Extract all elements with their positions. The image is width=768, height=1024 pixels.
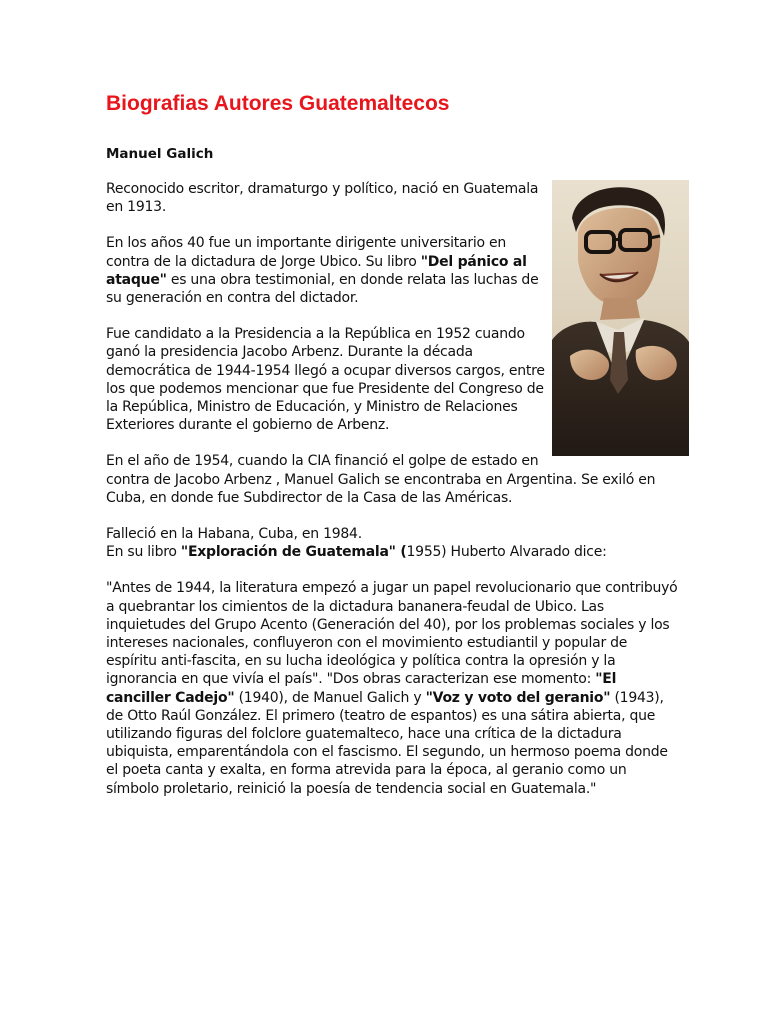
author-portrait-image: [552, 180, 689, 456]
paragraph-quote: [106, 579, 682, 797]
paragraph-exploracion-paren: (: [395, 544, 407, 561]
quote-text-b: (1940), de Manuel Galich y: [234, 689, 426, 706]
paragraph-exploracion-text-b: 1955) Huberto Alvarado dice:: [406, 544, 607, 561]
paragraph-death: Falleció en la Habana, Cuba, en 1984.: [106, 526, 362, 543]
biography-body: [106, 180, 682, 816]
paragraph-university-text-b: es una obra testimonial, en donde relata las luchas de su generación en contra del dictador.: [106, 271, 539, 307]
paragraph-exile: En el año de 1954, cuando la CIA financió el golpe de estado en contra de Jacobo Arbenz , Manuel Galich se encontraba en Argentina. Se exiló en Cuba, en donde fue Subdirector de la Casa de las Américas.: [106, 453, 656, 506]
quote-text-a: "Antes de 1944, la literatura empezó a jugar un papel revolucionario que contribuyó a quebrantar los cimientos de la dictadura bananera-feudal de Ubico. Las inquietudes del Grupo Acento (Generación del 40), por los problemas sociales y los intereses nacionales, confluyeron con el movimiento estudiantil y popular de espíritu anti-fascita, en su lucha ideológica y política contra la opresión y la ignorancia en que vivía el país". "Dos obras caracterizan ese momento:: [106, 580, 678, 688]
quote-text-c: (1943), de Otto Raúl González. El primero (teatro de espantos) es una sátira abierta, que utilizando figuras del folclore guatemalteco, hace una crítica de la dictadura ubiquista, emparentándola con el fascismo. El segundo, un hermoso poema donde el poeta canta y exalta, en forma atrevida para la época, al geranio como un símbolo proletario, reinició la poesía de tendencia social en Guatemala.": [106, 689, 668, 797]
author-name: Manuel Galich: [106, 146, 214, 162]
book-title-exploracion: "Exploración de Guatemala": [180, 544, 396, 561]
paragraph-exploracion: [106, 543, 682, 561]
author-photo: [552, 180, 689, 456]
book-title-voz-y-voto: "Voz y voto del geranio": [425, 689, 611, 706]
page-title: Biografias Autores Guatemaltecos: [106, 92, 450, 115]
paragraph-university-text-a: En los años 40 fue un importante dirigente universitario en contra de la dictadura de Jorge Ubico. Su libro: [106, 235, 506, 270]
book-title-del-panico: "Del pánico al ataque": [106, 253, 527, 288]
paragraph-exploracion-text-a: En su libro: [106, 544, 181, 561]
book-title-canciller-cadejo: "El canciller Cadejo": [106, 671, 617, 706]
paragraph-birth: Reconocido escritor, dramaturgo y político, nació en Guatemala en 1913.: [106, 181, 539, 216]
paragraph-candidacy: Fue candidato a la Presidencia a la República en 1952 cuando ganó la presidencia Jacobo Arbenz. Durante la década democrática de 1944-1954 llegó a ocupar diversos cargos, entre los que podemos mencionar que fue Presidente del Congreso de la República, Ministro de Educación, y Ministro de Relaciones Exteriores durante el gobierno de Arbenz.: [106, 326, 545, 434]
